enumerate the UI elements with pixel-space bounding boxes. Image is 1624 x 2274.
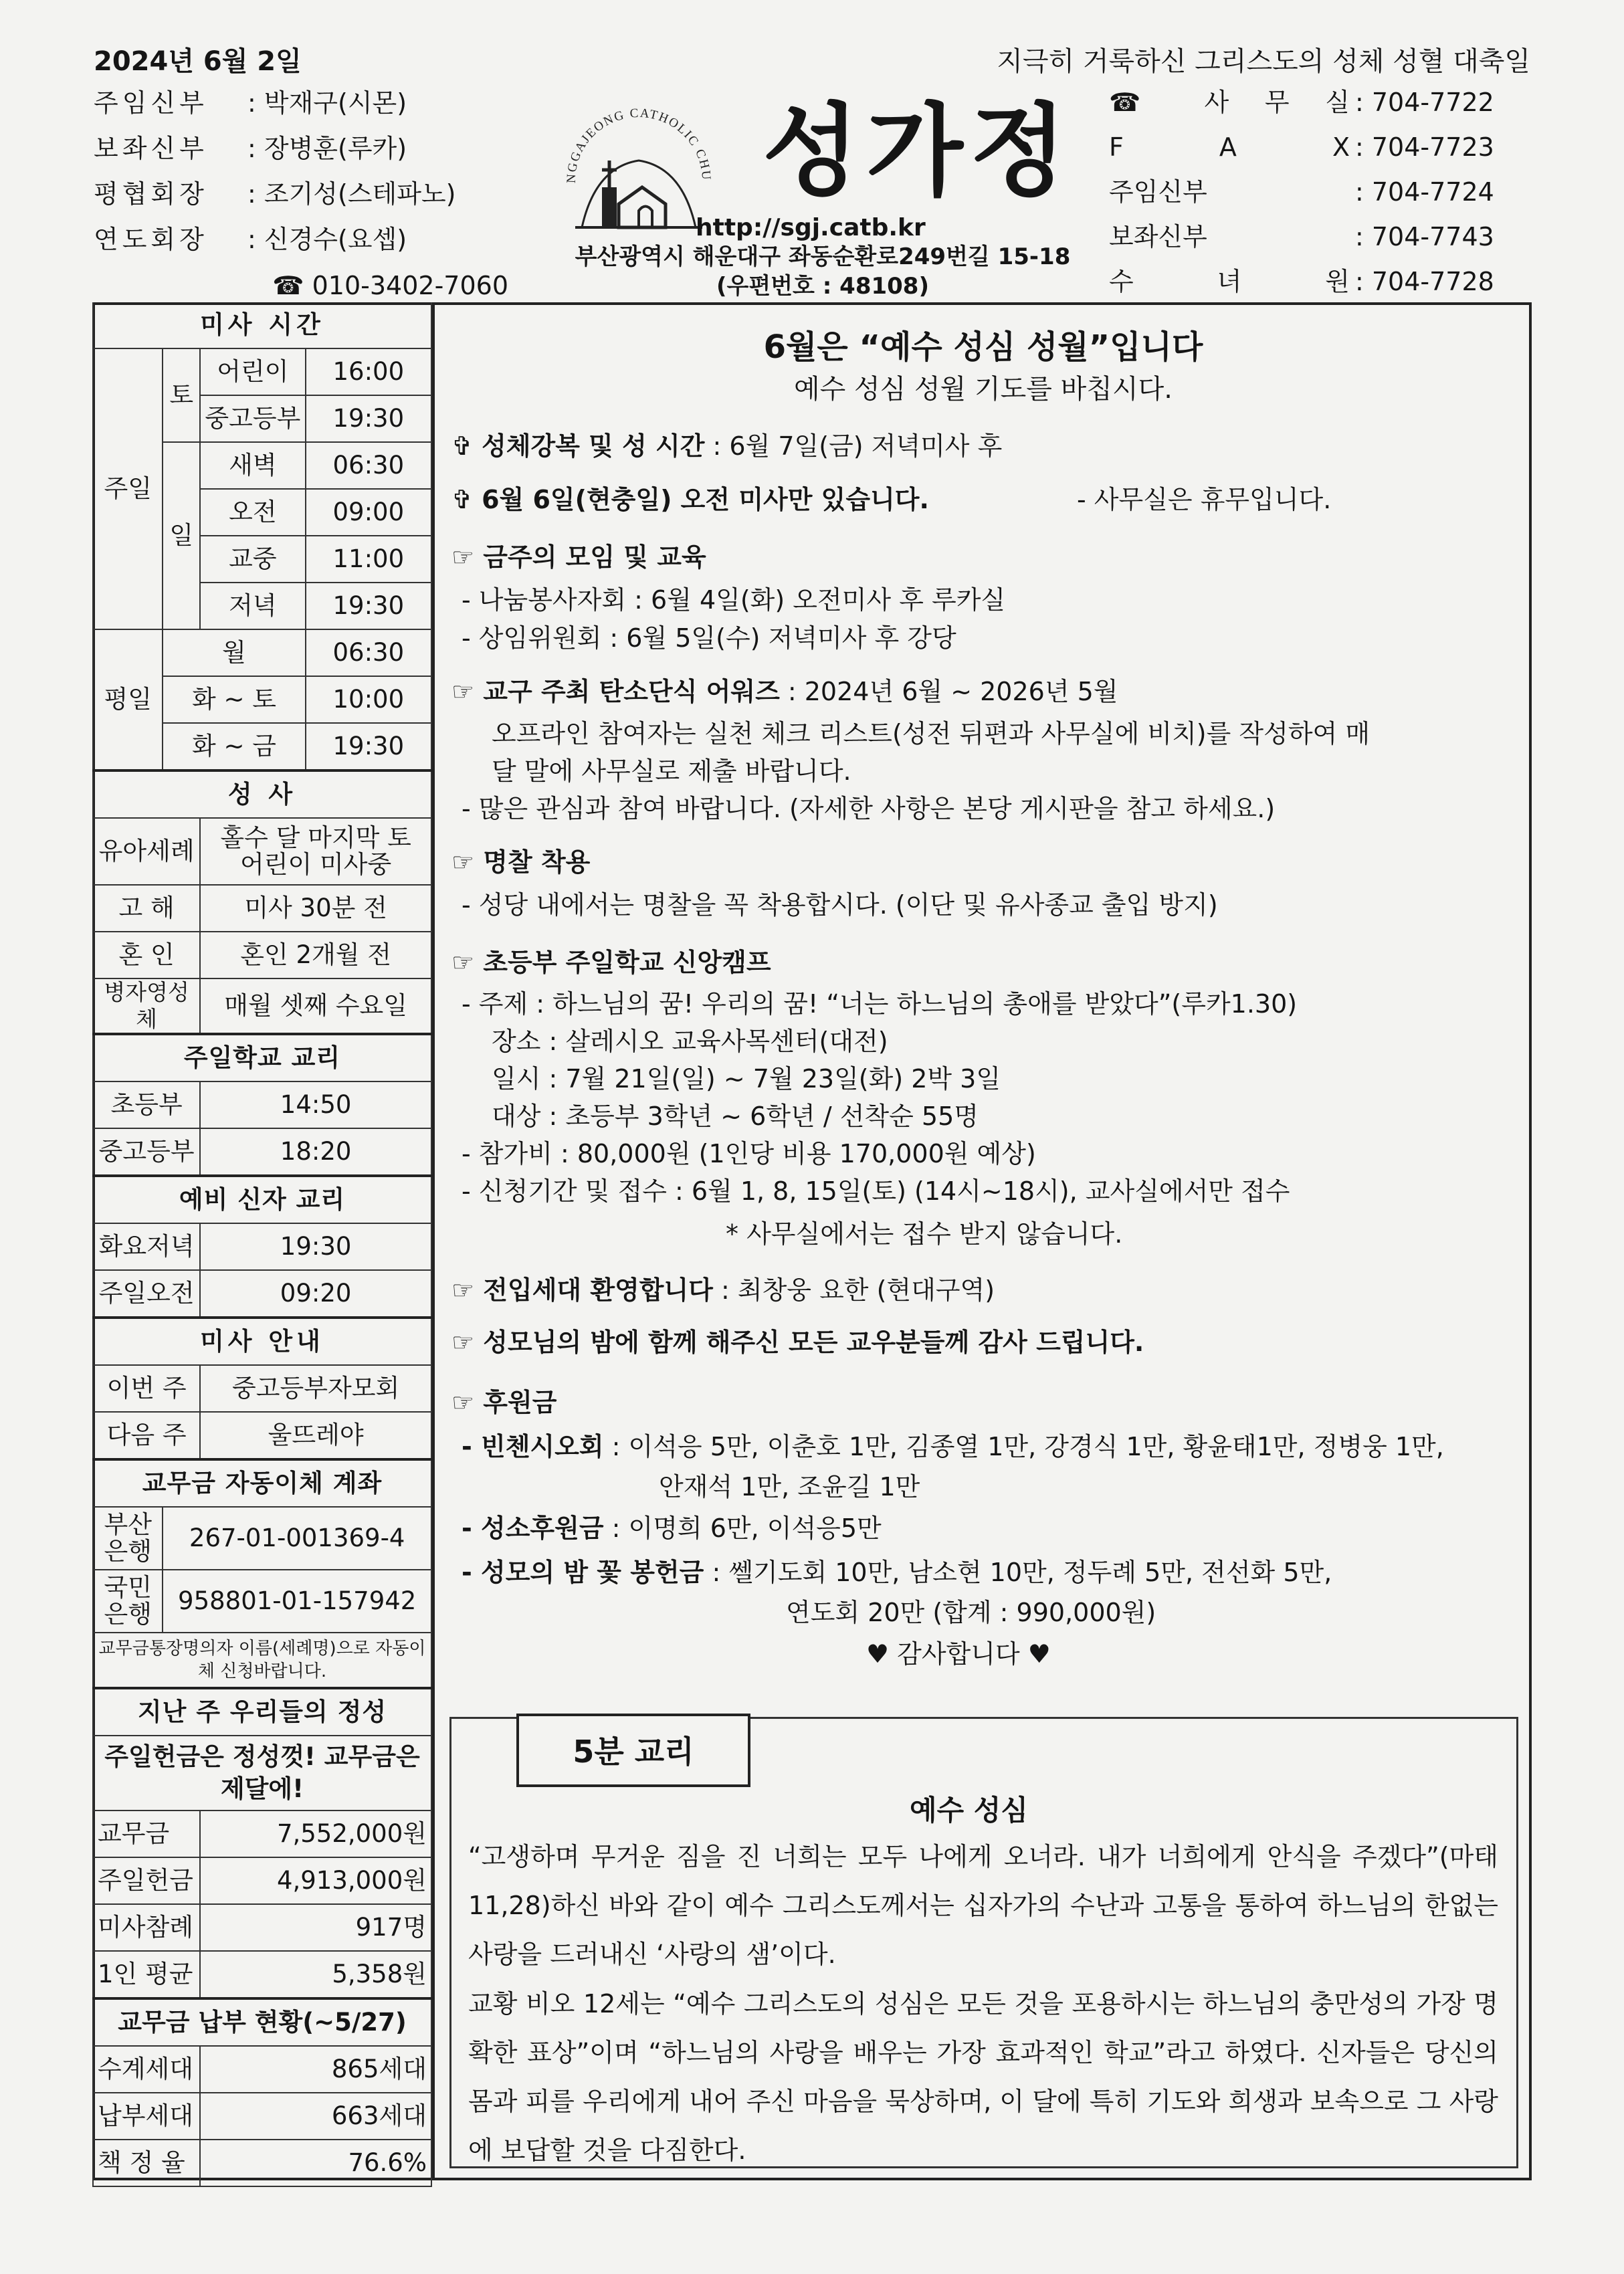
sacrament-header: 성 사 [93, 770, 431, 818]
sacrament-value: 혼인 2개월 전 [200, 932, 431, 978]
staff-value: : 신경수(요셉) [247, 225, 407, 254]
feast-title: 지극히 거룩하신 그리스도의 성체 성혈 대축일 [997, 46, 1530, 77]
sunday-label: 주일 [93, 348, 163, 629]
notice-heading: ✞ 6월 6일(현충일) 오전 미사만 있습니다. [451, 485, 929, 514]
notice-detail: - 나눔봉사자회 : 6월 4일(화) 오전미사 후 루카실 [462, 585, 1006, 615]
class-name: 중고등부 [93, 1128, 200, 1176]
sacrament-value: 홀수 달 마지막 토 어린이 미사중 [200, 818, 431, 885]
contact-row [1109, 125, 1537, 170]
dues-name: 수계세대 [93, 2046, 200, 2093]
offering-value: 5,358원 [200, 1951, 431, 1998]
mass-name: 새벽 [200, 442, 305, 489]
class-time: 18:20 [200, 1128, 431, 1176]
notice-detail: 장소 : 살레시오 교육사목센터(대전) [492, 1027, 888, 1056]
offering-slogan: 주일헌금은 정성껏! 교무금은 제달에! [93, 1736, 431, 1811]
mass-time: 06:30 [306, 442, 431, 489]
staff-phone: ☎ 010-3402-7060 [272, 271, 508, 300]
notice-heading: ☞ 전입세대 환영합니다 [451, 1275, 713, 1305]
account-header: 교무금 자동이체 계좌 [93, 1459, 431, 1507]
notice-line [451, 671, 1118, 708]
offering-value: 7,552,000원 [200, 1811, 431, 1857]
dues-header: 교무금 납부 현황(~5/27) [93, 1998, 431, 2046]
notice-detail: : 이명희 6만, 이석응5만 [603, 1514, 882, 1543]
account-number: 267-01-001369-4 [163, 1507, 431, 1570]
mass-name: 어린이 [200, 348, 305, 395]
weekday-label: 평일 [93, 629, 163, 770]
dues-name: 납부세대 [93, 2093, 200, 2140]
sacrament-name: 병자영성체 [93, 978, 200, 1034]
contact-label: 수 녀 원 [1109, 267, 1350, 296]
mass-time: 10:00 [306, 676, 431, 723]
staff-label: 연도회장 [94, 225, 208, 254]
notice-detail: : 쎌기도회 10만, 남소현 10만, 정두례 5만, 전선화 5만, [704, 1558, 1332, 1587]
lesson-tag: 5분 교리 [516, 1714, 750, 1787]
month-title: 6월은 “예수 성심 성월”입니다 [763, 328, 1203, 366]
saturday-label: 토 [163, 348, 200, 442]
notice-line [462, 1426, 1444, 1463]
sidebar-table [92, 302, 432, 2187]
catechumen-header: 예비 신자 교리 [93, 1176, 431, 1223]
notice-detail: - 사무실은 휴무입니다. [1077, 485, 1332, 514]
staff-value: : 장병훈(루카) [247, 134, 407, 163]
bulletin-date: 2024년 6월 2일 [94, 46, 302, 77]
bank-name: 부산 은행 [93, 1507, 163, 1570]
address-line: 부산광역시 해운대구 좌동순환로249번길 15-18 [575, 243, 1071, 270]
dues-value: 76.6% [200, 2140, 431, 2186]
sacrament-name: 고 해 [93, 885, 200, 932]
class-time: 14:50 [200, 1081, 431, 1128]
staff-label: 주임신부 [94, 88, 208, 118]
sacrament-value: 미사 30분 전 [200, 885, 431, 932]
guide-value: 울뜨레야 [200, 1412, 431, 1459]
contact-row [1109, 170, 1537, 215]
contact-row [1109, 215, 1537, 260]
logo-arc-text: NGGAJEONG CATHOLIC CHU [564, 106, 714, 184]
staff-list [94, 80, 515, 309]
class-name: 주일오전 [93, 1270, 200, 1318]
notice-detail: : 이석응 5만, 이춘호 1만, 김종열 1만, 강경식 1만, 황윤태1만, 정병웅 1만, [603, 1432, 1444, 1461]
notice-heading: - 성모의 밤 꽃 봉헌금 [462, 1558, 704, 1587]
contact-label: F A X [1109, 132, 1350, 162]
contact-label: 보좌신부 [1109, 222, 1207, 251]
sunday-school-header: 주일학교 교리 [93, 1034, 431, 1081]
mass-name: 중고등부 [200, 395, 305, 442]
guide-name: 이번 주 [93, 1365, 200, 1412]
mass-name: 오전 [200, 489, 305, 536]
month-subtitle: 예수 성심 성월 기도를 바칩시다. [794, 374, 1173, 405]
mass-time-header: 미사 시간 [93, 302, 431, 348]
contact-value: : 704-7722 [1355, 88, 1494, 117]
mass-time: 19:30 [306, 395, 431, 442]
mass-name: 교중 [200, 536, 305, 583]
dues-name: 책 정 율 [93, 2140, 200, 2186]
notice-heading: ☞ 초등부 주일학교 신앙캠프 [451, 948, 771, 977]
notice-heading: ☞ 명찰 착용 [451, 847, 591, 877]
mass-name: 월 [163, 629, 305, 676]
lesson-paragraph: “고생하며 무거운 짐을 진 너희는 모두 나에게 오너라. 내가 너희에게 안식을 주겠다”(마태11,28)하신 바와 같이 예수 그리스도께서는 십자가의 수난과 고통을 통하여 하느님의 한없는 사랑을 드러내신 ‘사랑의 샘’이다. [468, 1842, 1498, 1969]
contact-label: 주임신부 [1109, 177, 1207, 207]
offering-value: 917명 [200, 1904, 431, 1951]
notice-heading: ☞ 후원금 [451, 1388, 557, 1417]
offering-value: 4,913,000원 [200, 1857, 431, 1904]
notice-detail: - 참가비 : 80,000원 (1인당 비용 170,000원 예상) [462, 1139, 1036, 1168]
contact-label: ☎ 사 무 실 [1109, 88, 1350, 117]
mass-name: 저녁 [200, 583, 305, 629]
account-note: 교무금통장명의자 이름(세례명)으로 자동이체 신청바랍니다. [93, 1633, 431, 1688]
notice-heading: - 빈첸시오회 [462, 1432, 604, 1461]
sacrament-name: 혼 인 [93, 932, 200, 978]
notice-detail: - 많은 관심과 참여 바랍니다. (자세한 사항은 본당 게시판을 참고 하세요.) [462, 794, 1276, 823]
staff-row [94, 80, 515, 126]
notice-detail: 달 말에 사무실로 제출 바랍니다. [492, 756, 851, 786]
contact-value: : 704-7724 [1355, 177, 1494, 207]
notice-detail: - 성당 내에서는 명찰을 꼭 착용합시다. (이단 및 유사종교 출입 방지) [462, 890, 1218, 920]
contact-value: : 704-7728 [1355, 267, 1494, 296]
notice-line [462, 1508, 882, 1544]
staff-row [94, 217, 515, 262]
staff-label: 평협회장 [94, 179, 208, 209]
staff-row [94, 126, 515, 171]
bulletin-title: 성가정 [763, 94, 1074, 210]
offering-name: 미사참례 [93, 1904, 200, 1951]
class-time: 09:20 [200, 1270, 431, 1318]
contact-list [1109, 80, 1537, 304]
notice-detail: 일시 : 7월 21일(일) ~ 7월 23일(화) 2박 3일 [492, 1064, 1001, 1094]
mass-time: 06:30 [306, 629, 431, 676]
notice-heading: ✞ 성체강복 및 성 시간 [451, 431, 705, 461]
sidebar [92, 302, 435, 2180]
notice-line [451, 425, 1002, 462]
offering-name: 교무금 [93, 1811, 200, 1857]
staff-value: : 조기성(스테파노) [247, 179, 456, 209]
class-name: 화요저녁 [93, 1223, 200, 1270]
offering-header: 지난 주 우리들의 정성 [93, 1688, 431, 1736]
contact-value: : 704-7723 [1355, 132, 1494, 162]
notice-detail: - 신청기간 및 접수 : 6월 1, 8, 15일(토) (14시~18시), 교사실에서만 접수 [462, 1176, 1290, 1206]
sunday-day-label: 일 [163, 442, 200, 629]
offering-name: 주일헌금 [93, 1857, 200, 1904]
notice-heading: ☞ 성모님의 밤에 함께 해주신 모든 교우분들께 감사 드립니다. [451, 1328, 1144, 1357]
guide-name: 다음 주 [93, 1412, 200, 1459]
postal-code: (우편번호 : 48108) [716, 273, 929, 300]
notice-heading: ☞ 금주의 모임 및 교육 [451, 542, 706, 572]
lesson-paragraph: 교황 비오 12세는 “예수 그리스도의 성심은 모든 것을 포용하시는 하느님의 충만성의 가장 명확한 표상”이며 “하느님의 사랑을 배우는 가장 효과적인 학교”라고 하였다. 신자들은 당신의 몸과 피를 우리에게 내어 주신 마음을 묵상하며, 이 달에 특히 기도와 희생과 보속으로 그 사랑에 보답할 것을 다짐한다. [468, 1989, 1498, 2165]
notice-heading: ☞ 교구 주최 탄소단식 어워즈 [451, 677, 780, 706]
notice-detail: - 주제 : 하느님의 꿈! 우리의 꿈! “너는 하느님의 총애를 받았다”(루카1.30) [462, 989, 1298, 1019]
staff-value: : 박재구(시몬) [247, 88, 407, 118]
mass-time: 19:30 [306, 723, 431, 770]
bank-name: 국민 은행 [93, 1570, 163, 1633]
website-link[interactable]: http://sgj.catb.kr [696, 214, 926, 241]
notice-detail: 안재석 1만, 조윤길 1만 [659, 1472, 920, 1502]
offering-name: 1인 평균 [93, 1951, 200, 1998]
class-name: 초등부 [93, 1081, 200, 1128]
notice-detail: - 상임위원회 : 6월 5일(수) 저녁미사 후 강당 [462, 623, 956, 653]
staff-label: 보좌신부 [94, 134, 208, 163]
mass-time: 19:30 [306, 583, 431, 629]
sacrament-value: 매월 셋째 수요일 [200, 978, 431, 1034]
contact-row [1109, 80, 1537, 125]
mass-time: 09:00 [306, 489, 431, 536]
notice-detail: : 2024년 6월 ~ 2026년 5월 [779, 677, 1118, 706]
church-address [548, 242, 1097, 301]
notice-heading: - 성소후원금 [462, 1514, 604, 1543]
class-time: 19:30 [200, 1223, 431, 1270]
staff-row [94, 171, 515, 217]
notice-detail: 오프라인 참여자는 실천 체크 리스트(성전 뒤편과 사무실에 비치)를 작성하여 매 [492, 719, 1371, 748]
notice-detail: 연도회 20만 (합계 : 990,000원) [786, 1598, 1156, 1627]
notice-detail: : 최창웅 요한 (현대구역) [712, 1275, 995, 1305]
notice-line [451, 1269, 995, 1306]
guide-value: 중고등부자모회 [200, 1365, 431, 1412]
notice-detail: 대상 : 초등부 3학년 ~ 6학년 / 선착순 55명 [492, 1102, 979, 1131]
mass-name: 화 ~ 금 [163, 723, 305, 770]
mass-time: 16:00 [306, 348, 431, 395]
notice-detail: : 6월 7일(금) 저녁미사 후 [704, 431, 1003, 461]
dues-value: 663세대 [200, 2093, 431, 2140]
sacrament-name: 유아세례 [93, 818, 200, 885]
mass-guide-header: 미사 안내 [93, 1318, 431, 1365]
thanks-line: ♥ 감사합니다 ♥ [866, 1639, 1051, 1669]
account-number: 958801-01-157942 [163, 1570, 431, 1633]
dues-value: 865세대 [200, 2046, 431, 2093]
notice-detail: * 사무실에서는 접수 받지 않습니다. [726, 1219, 1123, 1249]
contact-value: : 704-7743 [1355, 222, 1494, 251]
mass-time: 11:00 [306, 536, 431, 583]
mass-name: 화 ~ 토 [163, 676, 305, 723]
lesson-title: 예수 성심 [910, 1794, 1028, 1827]
svg-text:SEONGGAJEONG CATHOLIC CHURCH [555, 87, 713, 183]
contact-row [1109, 260, 1537, 304]
notice-line [462, 1552, 1332, 1588]
